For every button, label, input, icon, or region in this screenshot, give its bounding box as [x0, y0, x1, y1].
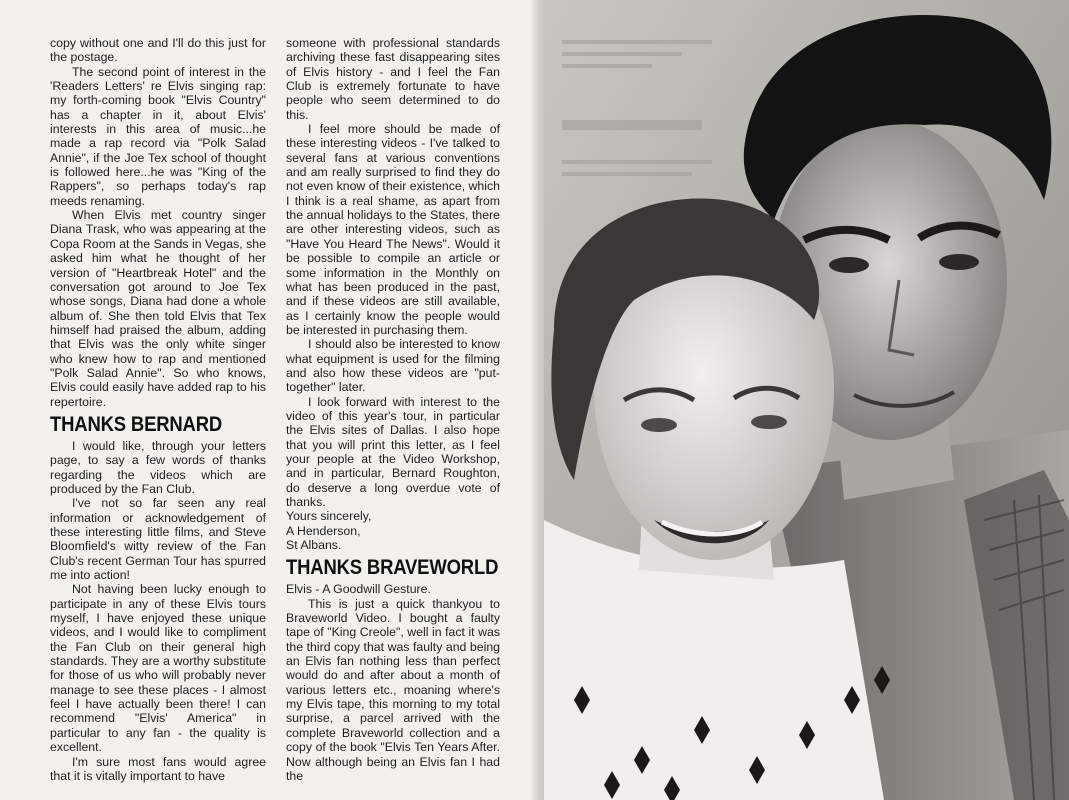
paragraph: This is just a quick thankyou to Braveworld Video. I bought a faulty tape of "King Creole", well in fact it was the third copy that was faulty and being an Elvis fan nothing less than perfect would do and after about a month of various letters etc., moaning where's my Elvis tape, this morning to my total surprise, a parcel arrived with the complete Braveworld collection and a copy of the book "Elvis Ten Years After. Now although being an Elvis fan I had the: [286, 596, 500, 783]
section-heading-thanks-bernard: THANKS BERNARD: [50, 412, 223, 436]
letter-signoff: Yours sincerely,: [286, 509, 372, 524]
right-page: [544, 0, 1069, 800]
page-gutter: [530, 0, 544, 800]
paragraph: I'm sure most fans would agree that it is vitally important to have: [50, 754, 266, 783]
paragraph: I look forward with interest to the video of this year's tour, in particular the Elvis sites of Dallas. I also hope that you will print this letter, as I feel your people at the Video Workshop, and in particular, Bernard Roughton, do deserve a long overdue vote of thanks.: [286, 394, 500, 509]
paragraph: When Elvis met country singer Diana Trask, who was appearing at the Copa Room at the Sands in Vegas, she asked him what he thought of her version of "Heartbreak Hotel" and the conversation got around to Joe Tex whose songs, Diana had done a whole album of. She then told Elvis that Tex himself had praised the album, adding that Elvis was the only white singer who knew how to rap and mentioned "Polk Salad Annie". So who knows, Elvis could easily have added rap to his repertoire.: [50, 208, 266, 409]
paragraph: The second point of interest in the 'Readers Letters' re Elvis singing rap: my forth-coming book "Elvis Country" has a chapter in it, about Elvis' interests in this area of music...he made a rap record via "Polk Salad Annie", if the Joe Tex school of thought is followed here...he was "King of the Rappers", so perhaps today's rap meeds renaming.: [50, 64, 266, 208]
paragraph: I should also be interested to know what equipment is used for the filming and also how these videos are "put-together" later.: [286, 337, 500, 395]
paragraph: Not having been lucky enough to participate in any of these Elvis tours myself, I have enjoyed these unique videos, and I would like to compliment the Fan Club on their general high standards. They are a worthy substitute for those of us who will probably never manage to see these places - I almost feel I have actually been there! I can recommend "Elvis' America" in particular to any fan - the quality is excellent.: [50, 582, 266, 755]
letter-author: A Henderson,: [286, 523, 361, 538]
paragraph: I've not so far seen any real information or acknowledgement of these interesting little films, and Steve Bloomfield's witty review of the Fan Club's recent German Tour has spurred me into action!: [50, 496, 266, 583]
paragraph: someone with professional standards archiving these fast disappearing sites of Elvis history - and I feel the Fan Club is extremely fortunate to have people who seem determined to do this.: [286, 36, 500, 122]
section-heading-thanks-braveworld: THANKS BRAVEWORLD: [286, 556, 499, 580]
text-column-1: [50, 36, 266, 798]
letter-location: St Albans.: [286, 538, 342, 553]
paragraph: I feel more should be made of these interesting videos - I've talked to several fans at various conventions and am really surprised to find they do not even know of their existence, which I think is a real shame, as apart from the annual holidays to the States, there are other interesting videos, such as "Have You Heard The News". Would it be possible to compile an article or some information in the Monthly on what has been produced in the past, and if these videos are still available, as I certainly know the people would be interested in purchasing them.: [286, 122, 500, 337]
portrait-photo-icon: [544, 0, 1069, 800]
paragraph: copy without one and I'll do this just for the postage.: [50, 36, 266, 65]
paragraph: I would like, through your letters page, to say a few words of thanks regarding the videos which are produced by the Fan Club.: [50, 438, 266, 496]
text-column-2: [286, 36, 500, 798]
letter-lead: Elvis - A Goodwill Gesture.: [286, 582, 431, 597]
